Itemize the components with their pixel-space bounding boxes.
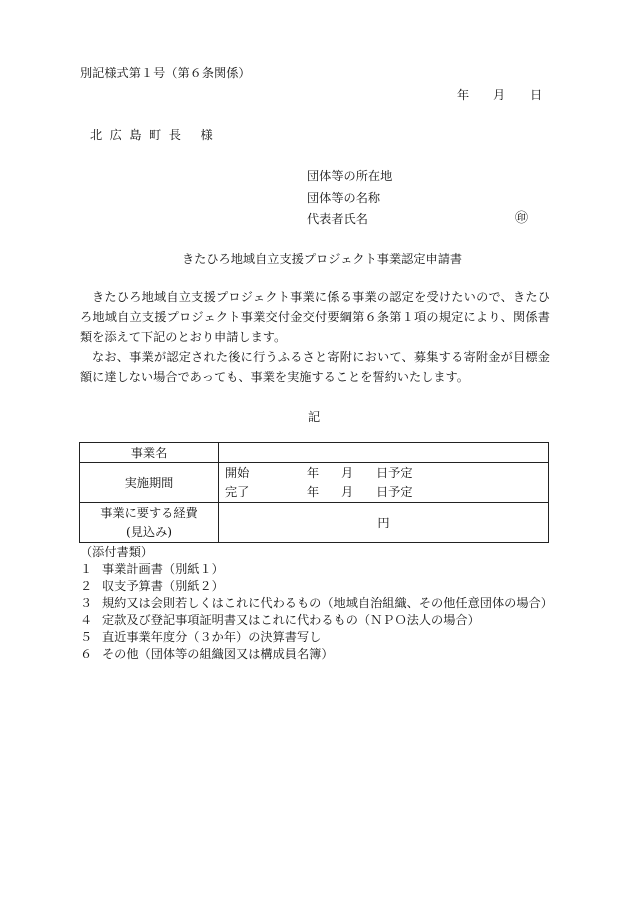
- applicant-name-label: 団体等の名称: [307, 191, 381, 205]
- attachments-list: [80, 544, 553, 663]
- table-row: [80, 443, 549, 463]
- attachment-text: 直近事業年度分（３か年）の決算書写し: [102, 630, 322, 644]
- attachment-number: １: [80, 562, 93, 576]
- cost-field[interactable]: 円: [219, 503, 549, 543]
- attachment-number: ６: [80, 647, 93, 661]
- addressee: [90, 126, 213, 143]
- seal-mark: ㊞: [515, 211, 529, 226]
- form-number: 別記様式第１号（第６条関係）: [80, 66, 251, 80]
- attachment-text: 規約又は会則若しくはこれに代わるもの（地域自治組織、その他任意団体の場合）: [102, 596, 553, 610]
- end-month-label: 月: [341, 484, 354, 499]
- date-day-label: 日: [530, 88, 543, 102]
- applicant-address-label: 団体等の所在地: [307, 169, 393, 183]
- list-item: [80, 646, 553, 663]
- attachment-number: ３: [80, 596, 93, 610]
- attachment-text: 事業計画書（別紙１）: [102, 562, 224, 576]
- project-name-field[interactable]: [219, 443, 549, 463]
- list-item: [80, 578, 553, 595]
- project-name-label: 事業名: [80, 443, 219, 463]
- period-label: 実施期間: [80, 463, 219, 503]
- cost-label: [80, 503, 219, 543]
- table-row: [80, 463, 549, 503]
- end-label: 完了: [225, 484, 250, 499]
- start-day-label: 日予定: [376, 465, 413, 480]
- document-title: きたひろ地域自立支援プロジェクト事業認定申請書: [182, 252, 463, 266]
- cost-label-line2: (見込み): [125, 524, 173, 539]
- table-row: [80, 503, 549, 543]
- attachment-text: その他（団体等の組織図又は構成員名簿）: [102, 647, 334, 661]
- date-year-label: 年: [457, 88, 470, 102]
- attachment-text: 収支予算書（別紙２）: [102, 579, 224, 593]
- addressee-honorific: 様: [200, 128, 213, 142]
- start-month-label: 月: [341, 465, 354, 480]
- addressee-name: 北広島町長: [90, 128, 189, 142]
- start-year-label: 年: [307, 465, 320, 480]
- list-item: [80, 595, 553, 612]
- body-text: [80, 287, 550, 387]
- attachment-text: 定款及び登記事項証明書又はこれに代わるもの（ＮＰＯ法人の場合）: [102, 613, 480, 627]
- period-field[interactable]: [219, 463, 549, 503]
- date-line: [457, 86, 542, 103]
- end-day-label: 日予定: [376, 484, 413, 499]
- end-year-label: 年: [307, 484, 320, 499]
- period-end-line: [219, 483, 548, 502]
- list-item: [80, 612, 553, 629]
- body-paragraph-2: なお、事業が認定された後に行うふるさと寄附において、募集する寄附金が目標金額に達しない場合であっても、事業を実施することを誓約いたします。: [80, 350, 550, 384]
- start-label: 開始: [225, 465, 250, 480]
- period-start-line: [219, 464, 548, 483]
- attachment-number: ２: [80, 579, 93, 593]
- ki-heading: 記: [308, 410, 321, 424]
- applicant-representative-label: 代表者氏名: [307, 212, 368, 226]
- list-item: [80, 629, 553, 646]
- project-detail-table: [79, 442, 549, 543]
- date-month-label: 月: [493, 88, 506, 102]
- list-item: [80, 561, 553, 578]
- body-paragraph-1: きたひろ地域自立支援プロジェクト事業に係る事業の認定を受けたいので、きたひろ地域自立支援プロジェクト事業交付金交付要綱第６条第１項の規定により、関係書類を添えて下記のとおり申請します。: [80, 290, 550, 344]
- cost-label-line1: 事業に要する経費: [100, 505, 198, 520]
- attachments-heading: （添付書類）: [80, 545, 154, 559]
- attachment-number: ５: [80, 630, 93, 644]
- attachment-number: ４: [80, 613, 93, 627]
